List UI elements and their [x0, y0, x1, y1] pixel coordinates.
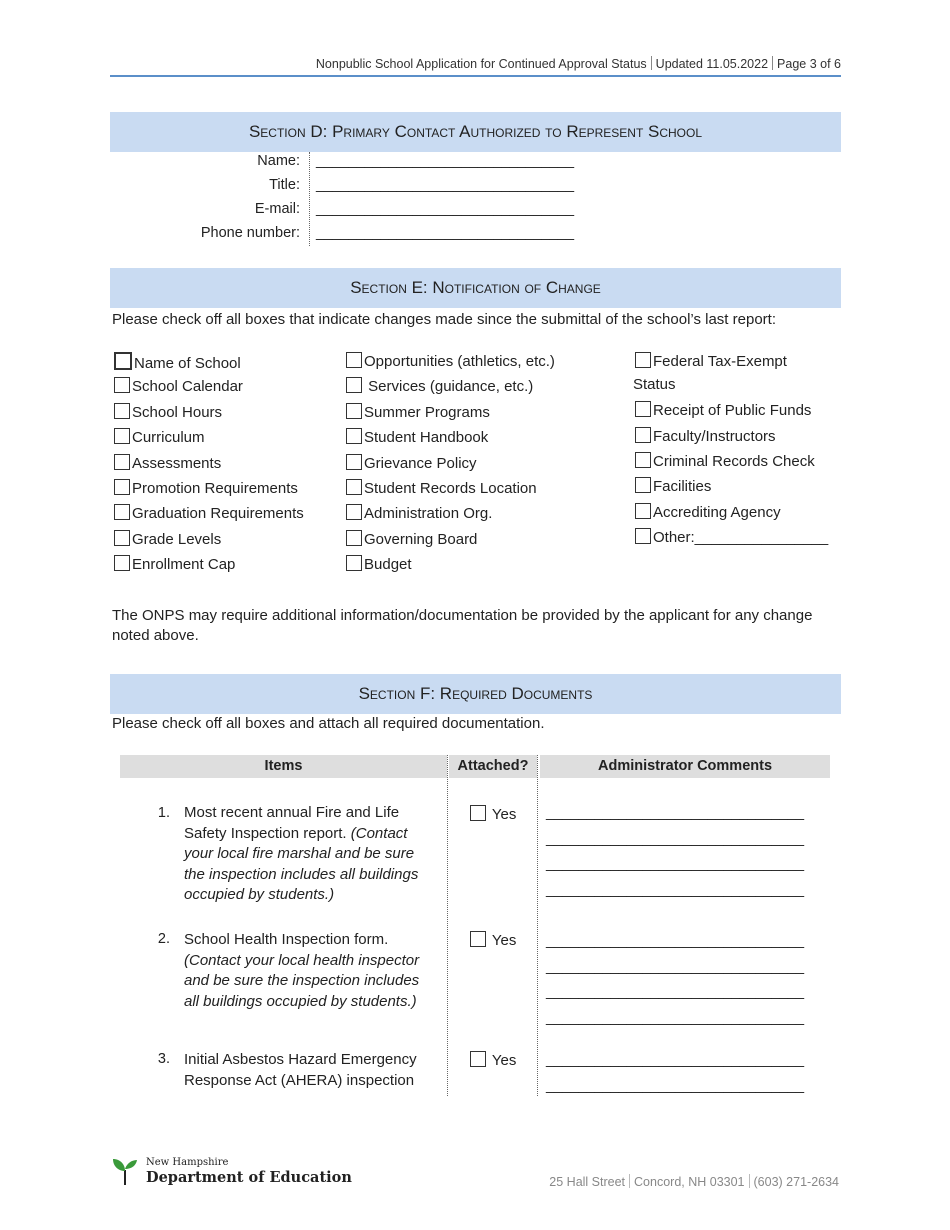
- section-f-title: Section F: Required Documents: [110, 674, 841, 714]
- change-checkbox[interactable]: Administration Org.: [346, 504, 492, 523]
- change-checkbox-label-cont: Status: [633, 376, 676, 393]
- change-checkbox[interactable]: Student Records Location: [346, 479, 537, 498]
- change-checkbox[interactable]: Faculty/Instructors: [635, 427, 776, 446]
- checkbox-icon[interactable]: [346, 479, 362, 495]
- name-label: Name:: [257, 153, 300, 169]
- checkbox-icon[interactable]: [346, 428, 362, 444]
- checkbox-icon[interactable]: [346, 530, 362, 546]
- item-number: 2.: [157, 931, 170, 947]
- phone-field[interactable]: ________________________________: [316, 225, 575, 241]
- section-e-note: The ONPS may require additional information/documentation be provided by the applicant for any change noted above.: [112, 607, 813, 644]
- checkbox-icon[interactable]: [346, 403, 362, 419]
- sprout-logo-icon: [112, 1156, 138, 1186]
- item-number: 1.: [157, 805, 170, 821]
- checkbox-icon[interactable]: [114, 530, 130, 546]
- checkbox-icon[interactable]: [470, 931, 486, 947]
- email-field[interactable]: ________________________________: [316, 201, 575, 217]
- item-text: School Health Inspection form. (Contact your local health inspector and be sure the inspection includes all buildings occupied by students.): [184, 931, 420, 1010]
- checkbox-icon[interactable]: [114, 479, 130, 495]
- change-checkbox[interactable]: School Calendar: [114, 377, 243, 396]
- checkbox-icon[interactable]: [346, 504, 362, 520]
- change-checkbox[interactable]: Curriculum: [114, 428, 205, 447]
- change-checkbox[interactable]: Accrediting Agency: [635, 503, 781, 522]
- logo-state: New Hampshire: [146, 1157, 229, 1168]
- comment-lines[interactable]: ________________________________ ________________________________ ________________________________ ________________________________: [546, 933, 805, 1026]
- footer-address: 25 Hall Street Concord, NH 03301 (603) 271-2634: [549, 1175, 839, 1189]
- email-label: E-mail:: [254, 201, 300, 217]
- checkbox-icon[interactable]: [346, 454, 362, 470]
- checkbox-icon[interactable]: [470, 1051, 486, 1067]
- checkbox-icon[interactable]: [635, 352, 651, 368]
- change-checkbox[interactable]: Student Handbook: [346, 428, 488, 447]
- checkbox-icon[interactable]: [114, 504, 130, 520]
- change-checkbox[interactable]: Grade Levels: [114, 530, 221, 549]
- attached-checkbox[interactable]: Yes: [470, 931, 516, 949]
- change-checkbox[interactable]: Governing Board: [346, 530, 477, 549]
- checkbox-icon[interactable]: [470, 805, 486, 821]
- col-header-attached: Attached?: [449, 755, 537, 778]
- col-header-comments: Administrator Comments: [540, 755, 830, 778]
- comment-lines[interactable]: ________________________________ ________________________________: [546, 1052, 805, 1094]
- change-checkbox[interactable]: School Hours: [114, 403, 222, 422]
- checkbox-icon[interactable]: [635, 503, 651, 519]
- table-divider: [447, 755, 448, 1096]
- page-header: [110, 56, 841, 74]
- change-checkbox[interactable]: Promotion Requirements: [114, 479, 298, 498]
- section-f-instruction: Please check off all boxes and attach all required documentation.: [112, 715, 545, 732]
- change-checkbox[interactable]: Graduation Requirements: [114, 504, 304, 523]
- col-header-items: Items: [120, 755, 447, 778]
- checkbox-icon[interactable]: [114, 428, 130, 444]
- section-d-title: Section D: Primary Contact Authorized to Represent School: [110, 112, 841, 152]
- change-checkbox[interactable]: Federal Tax-Exempt: [635, 352, 787, 371]
- change-checkbox[interactable]: Enrollment Cap: [114, 555, 235, 574]
- change-checkbox[interactable]: Services (guidance, etc.): [346, 377, 533, 396]
- change-checkbox[interactable]: Budget: [346, 555, 412, 574]
- item-text: Most recent annual Fire and Life Safety Inspection report. (Contact your local fire marshal and be sure the inspection includes all buildings occupied by students.): [184, 804, 419, 903]
- comment-lines[interactable]: ________________________________ ________________________________ ________________________________ ________________________________: [546, 805, 805, 898]
- checkbox-icon[interactable]: [635, 477, 651, 493]
- checkbox-icon[interactable]: [346, 352, 362, 368]
- change-checkbox[interactable]: Receipt of Public Funds: [635, 401, 811, 420]
- title-field[interactable]: ________________________________: [316, 177, 575, 193]
- checkbox-icon[interactable]: [635, 427, 651, 443]
- checkbox-icon[interactable]: [114, 403, 130, 419]
- item-text: Initial Asbestos Hazard Emergency Response Act (AHERA) inspection: [184, 1051, 417, 1089]
- checkbox-icon[interactable]: [635, 401, 651, 417]
- checkbox-icon[interactable]: [114, 352, 132, 370]
- checkbox-icon[interactable]: [346, 555, 362, 571]
- checkbox-icon[interactable]: [346, 377, 362, 393]
- checkbox-icon[interactable]: [114, 555, 130, 571]
- logo-department: Department of Education: [146, 1169, 352, 1186]
- change-checkbox[interactable]: Name of School: [114, 352, 241, 373]
- name-field[interactable]: ________________________________: [316, 153, 575, 169]
- title-label: Title:: [269, 177, 300, 193]
- header-page: Page 3 of 6: [777, 57, 841, 71]
- header-updated: Updated 11.05.2022: [655, 57, 769, 71]
- change-checkbox[interactable]: Assessments: [114, 454, 221, 473]
- checkbox-icon[interactable]: [114, 454, 130, 470]
- attached-checkbox[interactable]: Yes: [470, 805, 516, 823]
- checkbox-icon[interactable]: [635, 452, 651, 468]
- change-checkbox[interactable]: Criminal Records Check: [635, 452, 815, 471]
- section-e-title: Section E: Notification of Change: [110, 268, 841, 308]
- phone-label: Phone number:: [200, 225, 300, 241]
- attached-checkbox[interactable]: Yes: [470, 1051, 516, 1069]
- checkbox-icon[interactable]: [635, 528, 651, 544]
- change-checkbox[interactable]: Grievance Policy: [346, 454, 477, 473]
- table-divider: [537, 755, 538, 1096]
- change-checkbox[interactable]: Opportunities (athletics, etc.): [346, 352, 555, 371]
- checkbox-icon[interactable]: [114, 377, 130, 393]
- item-number: 3.: [157, 1051, 170, 1067]
- change-checkbox[interactable]: Facilities: [635, 477, 711, 496]
- change-checkbox[interactable]: Other:________________: [635, 528, 828, 547]
- section-e-instruction: Please check off all boxes that indicate changes made since the submittal of the school’s last report:: [112, 311, 776, 328]
- change-checkbox[interactable]: Summer Programs: [346, 403, 490, 422]
- section-d-divider: [309, 152, 310, 246]
- header-title: Nonpublic School Application for Continued Approval Status: [315, 57, 647, 71]
- header-rule: [110, 75, 841, 77]
